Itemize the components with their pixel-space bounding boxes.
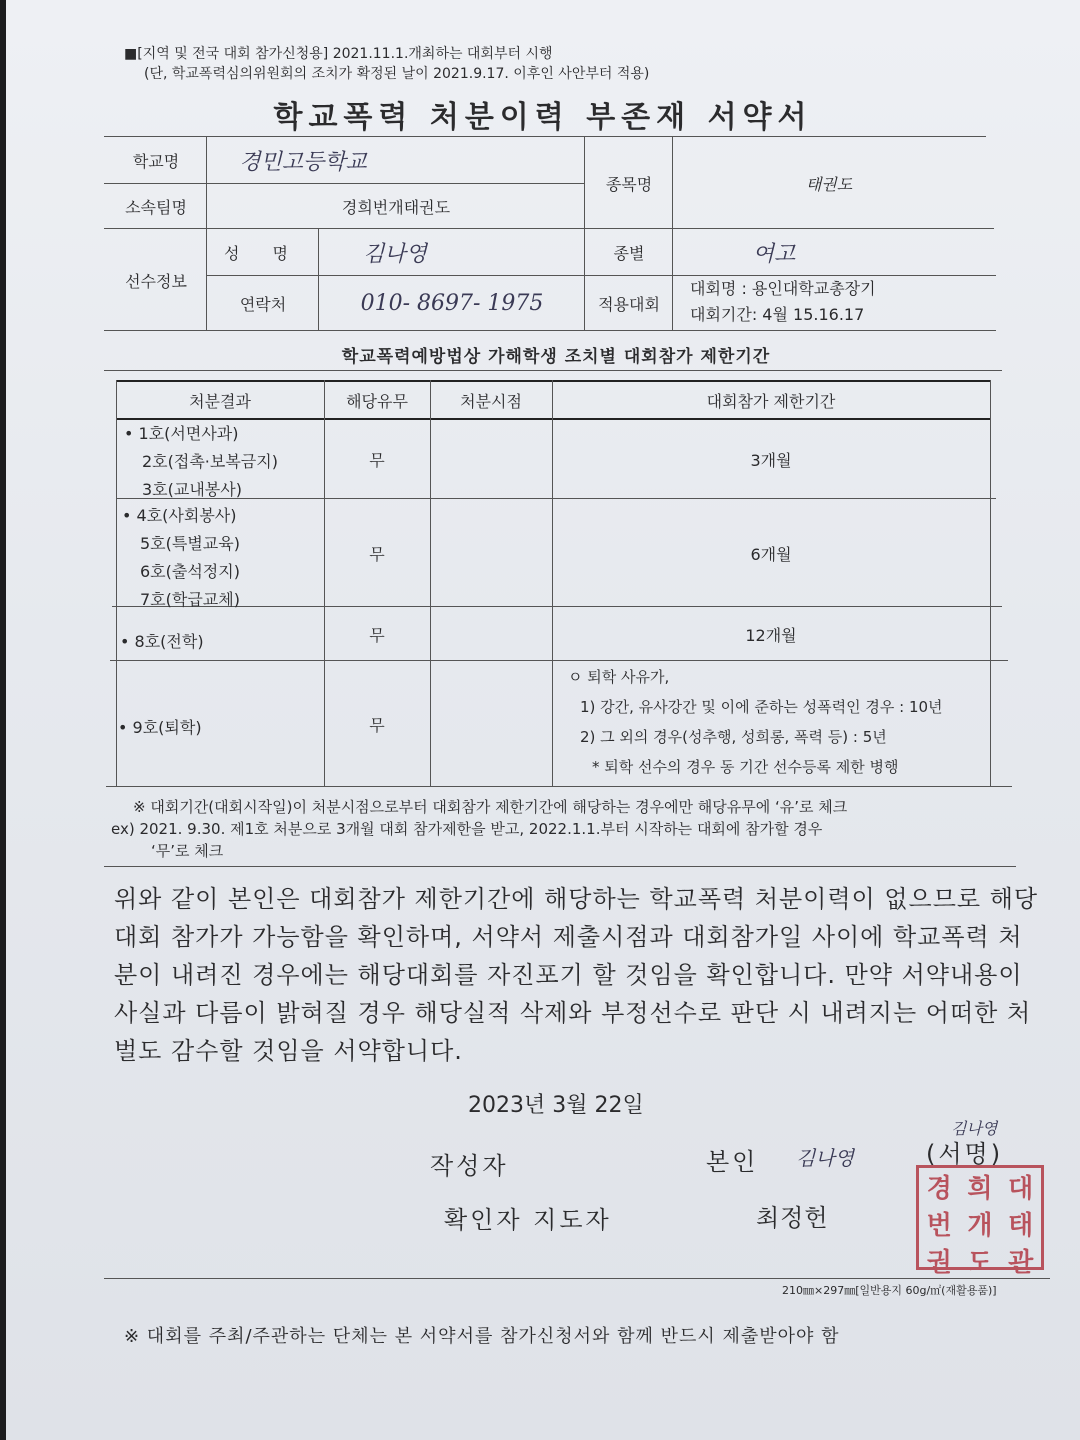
table-notes [111, 796, 847, 862]
category-label: 종별 [613, 244, 645, 263]
expulsion-note: * 퇴학 선수의 경우 동 기간 선수등록 제한 병행 [592, 758, 899, 776]
bottom-divider [104, 1278, 1050, 1279]
header-restriction-period: 대회참가 제한기간 [706, 391, 836, 411]
table-row-2-items [122, 502, 240, 614]
table-row-4-items [118, 714, 202, 742]
writer-label: 작성자 [430, 1152, 509, 1180]
table-row-3-applicable: 무 [369, 625, 385, 645]
disposition-table [116, 380, 990, 790]
footer-note: ※ 대회를 주최/주관하는 단체는 본 서약서를 참가신청서와 함께 반드시 제출받아야 함 [124, 1326, 840, 1347]
school-value: 경민고등학교 [239, 149, 367, 175]
table-row-4-period [568, 662, 943, 782]
note-3: ‘무’로 체크 [151, 842, 224, 860]
red-seal-stamp [916, 1165, 1044, 1278]
self-signature: 김나영 [796, 1146, 854, 1170]
confirmer-label: 확인자 지도자 [444, 1206, 612, 1234]
list-item: 3호(교내봉사) [142, 480, 242, 499]
contact-value: 010- 8697- 1975 [360, 290, 544, 316]
school-label: 학교명 [132, 151, 180, 171]
name-label: 성 명 [224, 244, 302, 263]
info-divider [206, 136, 207, 330]
table-row-4-applicable: 무 [369, 715, 385, 735]
seal-char: 도 [967, 1248, 993, 1278]
notes-divider [104, 866, 1016, 867]
table-border [116, 380, 117, 786]
info-bottom-border [104, 330, 996, 331]
note-2: ex) 2021. 9.30. 제1호 처분으로 3개월 대회 참가제한을 받고, 2022.1.1.부터 시작하는 대회에 참가할 경우 [111, 820, 823, 838]
competition-period: 대회기간: 4월 15.16.17 [690, 305, 865, 324]
category-value: 여고 [752, 242, 796, 267]
document-title: 학교폭력 처분이력 부존재 서약서 [273, 100, 813, 135]
list-item: • 4호(사회봉사) [122, 506, 237, 525]
list-item: 7호(학급교체) [140, 590, 240, 609]
confirmer-name: 최정헌 [756, 1204, 829, 1232]
event-label: 종목명 [605, 174, 653, 194]
table-subtitle: 학교폭력예방법상 가해학생 조치별 대회참가 제한기간 [341, 347, 771, 367]
table-row-3-items [120, 628, 204, 656]
note-1: ※ 대회기간(대회시작일)이 처분시점으로부터 대회참가 제한기간에 해당하는 경우에만 해당유무에 ‘유’로 체크 [133, 798, 848, 816]
list-item: • 8호(전학) [120, 632, 204, 651]
applied-competition-label: 적용대회 [598, 294, 660, 314]
table-row-1-items [124, 420, 278, 504]
list-item: 6호(출석정지) [140, 562, 240, 581]
info-divider [318, 228, 319, 330]
info-divider [672, 136, 673, 330]
info-top-border [104, 136, 986, 137]
table-row-line [112, 606, 1002, 607]
table-divider [430, 380, 431, 786]
team-value: 경희번개태권도 [341, 197, 451, 217]
seal-char: 권 [926, 1248, 952, 1278]
competition-details [690, 276, 876, 328]
header-note [124, 44, 649, 84]
player-info-label: 선수정보 [125, 271, 187, 291]
seal-char: 경 [926, 1174, 952, 1204]
subtitle-line [104, 370, 1002, 371]
table-border [990, 380, 991, 786]
paper-spec: 210㎜×297㎜[일반용지 60g/㎡(재활용품)] [782, 1284, 997, 1297]
sign-mark: (서명) [926, 1140, 1004, 1168]
list-item: • 9호(퇴학) [118, 718, 202, 737]
seal-char: 태 [1008, 1211, 1034, 1241]
seal-char: 대 [1008, 1174, 1034, 1204]
list-item: 2호(접촉·보복금지) [142, 452, 278, 471]
expulsion-reason-heading: ㅇ 퇴학 사유가, [568, 668, 670, 686]
header-disposition-time: 처분시점 [460, 391, 522, 411]
table-row-1-period: 3개월 [750, 450, 792, 470]
info-divider [584, 136, 585, 330]
expulsion-reason-2: 2) 그 외의 경우(성추행, 성희롱, 폭력 등) : 5년 [580, 728, 887, 746]
pledge-date: 2023년 3월 22일 [468, 1093, 644, 1118]
table-border [106, 786, 1012, 787]
table-row-3-period: 12개월 [745, 625, 797, 645]
seal-char: 번 [926, 1211, 952, 1241]
list-item: 5호(특별교육) [140, 534, 240, 553]
seal-char: 희 [967, 1174, 993, 1204]
team-label: 소속팀명 [125, 197, 187, 217]
document-page [6, 0, 1080, 1440]
info-line [104, 228, 994, 229]
event-value: 태권도 [805, 174, 853, 194]
table-row-2-period: 6개월 [750, 544, 792, 564]
contact-label: 연락처 [239, 294, 287, 314]
seal-char: 관 [1008, 1248, 1034, 1278]
name-value: 김나영 [363, 242, 427, 267]
seal-char: 개 [967, 1211, 993, 1241]
pledge-text: 위와 같이 본인은 대회참가 제한기간에 해당하는 학교폭력 처분이력이 없으므로 해당 대회 참가가 가능함을 확인하며, 서약서 제출시점과 대회참가일 사이에 학교폭력 처분이 내려진 경우에는 해당대회를 자진포기 할 것임을 확인합니다. 만약 서약내용이 사실과 다름이 밝혀질 경우 해당실적 삭제와 부정선수로 판단 시 내려지는 어떠한 처벌도 감수할 것임을 서약합니다. [114, 885, 1039, 1065]
competition-name: 대회명 : 용인대학교총장기 [690, 279, 876, 298]
handwritten-signature: 김나영 [951, 1119, 998, 1138]
table-row-2-applicable: 무 [369, 544, 385, 564]
header-applicable: 해당유무 [346, 391, 408, 411]
expulsion-reason-1: 1) 강간, 유사강간 및 이에 준하는 성폭력인 경우 : 10년 [580, 698, 943, 716]
self-label: 본인 [706, 1148, 759, 1176]
header-disposition: 처분결과 [189, 391, 251, 411]
header-note-line2: (단, 학교폭력심의위원회의 조치가 확정된 날이 2021.9.17. 이후인 사안부터 적용) [144, 66, 650, 82]
table-row-line [110, 660, 1008, 661]
table-row-1-applicable: 무 [369, 450, 385, 470]
header-note-line1: ■[지역 및 전국 대회 참가신청용] 2021.11.1.개최하는 대회부터 시행 [124, 46, 553, 62]
list-item: • 1호(서면사과) [124, 424, 239, 443]
